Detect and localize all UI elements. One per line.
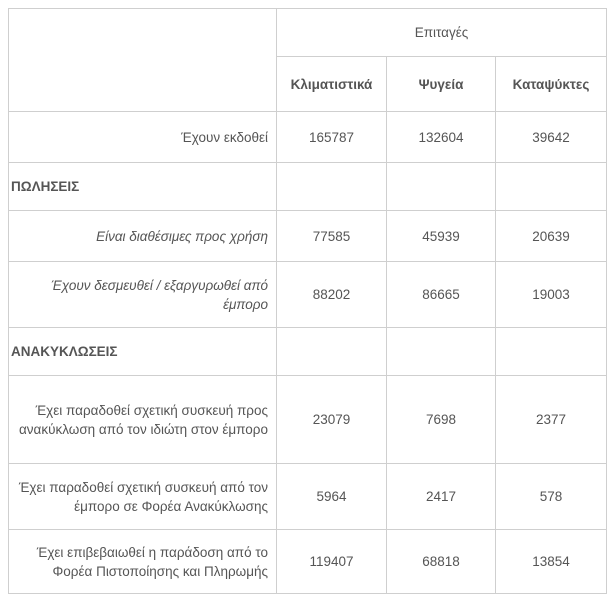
header-empty-cell — [9, 9, 277, 112]
row-label: Έχει παραδοθεί σχετική συσκευή από τον έμπορο σε Φορέα Ανακύκλωσης — [9, 464, 277, 530]
empty-cell — [496, 328, 607, 376]
section-row — [9, 328, 607, 376]
cell-value: 165787 — [277, 112, 387, 163]
table-row — [9, 530, 607, 594]
empty-cell — [387, 328, 496, 376]
cell-value: 68818 — [387, 530, 496, 594]
empty-cell — [496, 163, 607, 211]
cell-value: 2377 — [496, 376, 607, 464]
cell-value: 578 — [496, 464, 607, 530]
cell-value: 39642 — [496, 112, 607, 163]
section-label: ΠΩΛΗΣΕΙΣ — [9, 163, 277, 211]
empty-cell — [277, 328, 387, 376]
cell-value: 7698 — [387, 376, 496, 464]
table-row — [9, 464, 607, 530]
table-row — [9, 211, 607, 262]
cell-value: 45939 — [387, 211, 496, 262]
header-group-row — [9, 9, 607, 57]
row-label: Έχει επιβεβαιωθεί η παράδοση από το Φορέα Πιστοποίησης και Πληρωμής — [9, 530, 277, 594]
cell-value: 77585 — [277, 211, 387, 262]
table-row — [9, 262, 607, 328]
table-row — [9, 376, 607, 464]
table-container — [8, 8, 607, 594]
vouchers-table — [8, 8, 607, 594]
row-label: Έχουν εκδοθεί — [9, 112, 277, 163]
cell-value: 132604 — [387, 112, 496, 163]
section-label: ΑΝΑΚΥΚΛΩΣΕΙΣ — [9, 328, 277, 376]
cell-value: 119407 — [277, 530, 387, 594]
row-label: Έχει παραδοθεί σχετική συσκευή προς ανακύκλωση από τον ιδιώτη στον έμπορο — [9, 376, 277, 464]
cell-value: 2417 — [387, 464, 496, 530]
table-row — [9, 112, 607, 163]
empty-cell — [277, 163, 387, 211]
cell-value: 88202 — [277, 262, 387, 328]
column-header-air-conditioners: Κλιματιστικά — [277, 57, 387, 112]
header-group-label: Επιταγές — [277, 9, 607, 57]
cell-value: 23079 — [277, 376, 387, 464]
cell-value: 19003 — [496, 262, 607, 328]
section-row — [9, 163, 607, 211]
row-label: Έχουν δεσμευθεί / εξαργυρωθεί από έμπορο — [9, 262, 277, 328]
row-label: Είναι διαθέσιμες προς χρήση — [9, 211, 277, 262]
cell-value: 13854 — [496, 530, 607, 594]
cell-value: 5964 — [277, 464, 387, 530]
column-header-freezers: Καταψύκτες — [496, 57, 607, 112]
empty-cell — [387, 163, 496, 211]
cell-value: 86665 — [387, 262, 496, 328]
cell-value: 20639 — [496, 211, 607, 262]
column-header-refrigerators: Ψυγεία — [387, 57, 496, 112]
